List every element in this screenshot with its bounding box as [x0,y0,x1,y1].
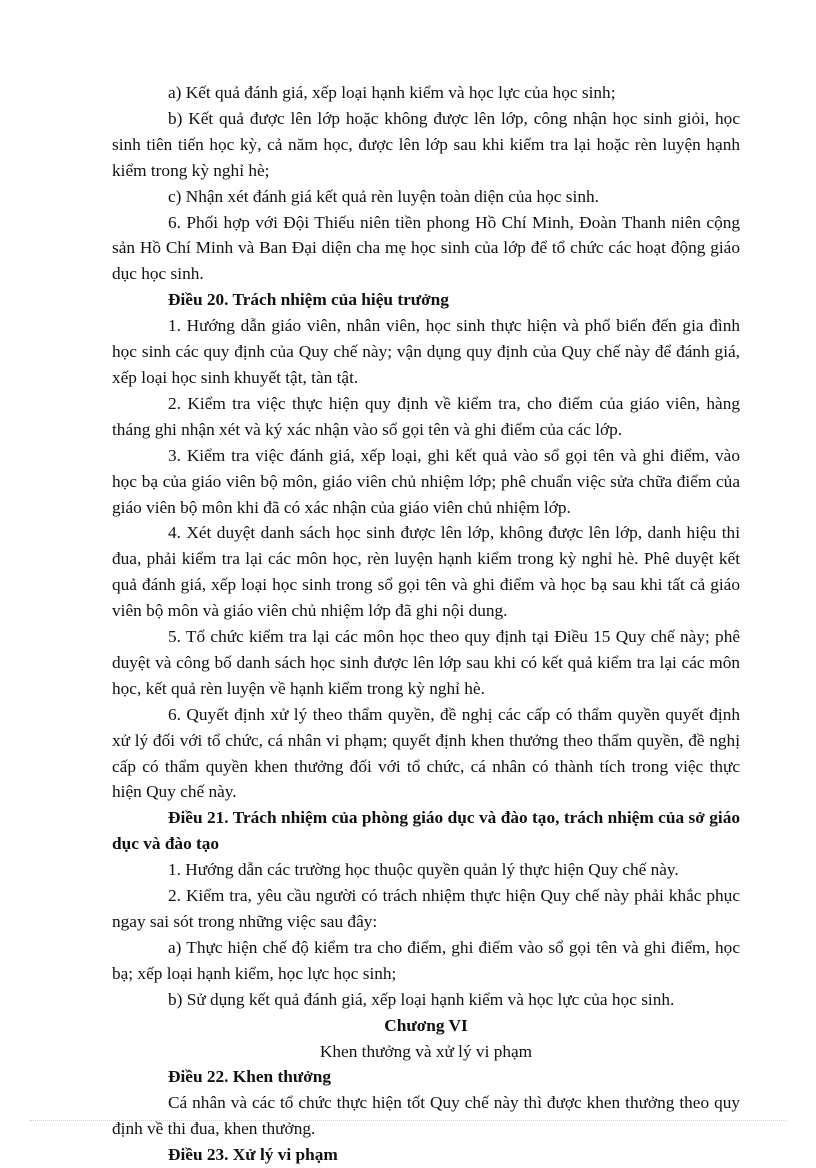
article-heading: Điều 21. Trách nhiệm của phòng giáo dục và đào tạo, trách nhiệm của sở giáo dục và đào tạo [112,808,740,854]
article-heading: Điều 23. Xử lý vi phạm [168,1145,338,1165]
paragraph: 1. Hướng dẫn giáo viên, nhân viên, học sinh thực hiện và phổ biến đến gia đình học sinh các quy định của Quy chế này; vận dụng quy định của Quy chế này để đánh giá, xếp loại học sinh khuyết tật, tàn tật. [112,316,740,387]
paragraph: 4. Xét duyệt danh sách học sinh được lên lớp, không được lên lớp, danh hiệu thi đua, phải kiểm tra lại các môn học, rèn luyện hạnh kiểm trong kỳ nghỉ hè. Phê duyệt kết quả đánh giá, xếp loại học sinh trong sổ gọi tên và ghi điểm và học bạ sau khi tất cả giáo viên bộ môn và giáo viên chủ nhiệm lớp đã ghi nội dung. [112,523,740,621]
paragraph: 5. Tổ chức kiểm tra lại các môn học theo quy định tại Điều 15 Quy chế này; phê duyệt và công bố danh sách học sinh được lên lớp sau khi có kết quả kiểm tra lại các môn học, kết quả rèn luyện về hạnh kiểm trong kỳ nghỉ hè. [112,627,740,698]
paragraph: c) Nhận xét đánh giá kết quả rèn luyện toàn diện của học sinh. [168,186,599,206]
paragraph: b) Kết quả được lên lớp hoặc không được lên lớp, công nhận học sinh giỏi, học sinh tiên tiến học kỳ, cả năm học, được lên lớp sau khi kiểm tra lại hoặc rèn luyện hạnh kiểm trong kỳ nghỉ hè; [112,108,740,180]
paragraph: b) Sử dụng kết quả đánh giá, xếp loại hạnh kiểm và học lực của học sinh. [168,989,675,1009]
article-heading: Điều 22. Khen thưởng [168,1067,332,1087]
paragraph: Cá nhân và các tổ chức thực hiện tốt Quy chế này thì được khen thưởng theo quy định về thi đua, khen thưởng. [112,1093,740,1139]
paragraph: a) Kết quả đánh giá, xếp loại hạnh kiểm và học lực của học sinh; [168,83,616,102]
paragraph: a) Thực hiện chế độ kiểm tra cho điểm, ghi điểm vào sổ gọi tên và ghi điểm, học bạ; xếp loại hạnh kiểm, học lực học sinh; [112,937,740,983]
paragraph: 6. Phối hợp với Đội Thiếu niên tiền phong Hồ Chí Minh, Đoàn Thanh niên cộng sản Hồ Chí Minh và Ban Đại diện cha mẹ học sinh của lớp để tổ chức các hoạt động giáo dục học sinh. [112,212,740,284]
paragraph: 2. Kiểm tra việc thực hiện quy định về kiểm tra, cho điểm của giáo viên, hàng tháng ghi nhận xét và ký xác nhận vào sổ gọi tên và ghi điểm của các lớp. [112,393,740,439]
chapter-subtitle: Khen thưởng và xử lý vi phạm [319,1041,533,1061]
paragraph: 3. Kiểm tra việc đánh giá, xếp loại, ghi kết quả vào sổ gọi tên và ghi điểm, vào học bạ của giáo viên bộ môn, giáo viên chủ nhiệm lớp; phê chuẩn việc sửa chữa điểm của giáo viên bộ môn khi đã có xác nhận của giáo viên chủ nhiệm lớp. [112,445,740,517]
chapter-title: Chương VI [384,1015,468,1035]
page-bottom-divider [30,1120,786,1121]
paragraph: 2. Kiểm tra, yêu cầu người có trách nhiệm thực hiện Quy chế này phải khắc phục ngay sai sót trong những việc sau đây: [112,886,740,931]
article-heading: Điều 20. Trách nhiệm của hiệu trưởng [168,290,449,310]
document-page [112,80,740,1168]
paragraph: 1. Hướng dẫn các trường học thuộc quyền quản lý thực hiện Quy chế này. [168,860,679,880]
paragraph: 6. Quyết định xử lý theo thẩm quyền, đề nghị các cấp có thẩm quyền quyết định xử lý đối với tổ chức, cá nhân vi phạm; quyết định khen thưởng theo thẩm quyền, đề nghị cấp có thẩm quyền khen thưởng đối với tổ chức, cá nhân có thành tích trong việc thực hiện Quy chế này. [112,704,740,802]
